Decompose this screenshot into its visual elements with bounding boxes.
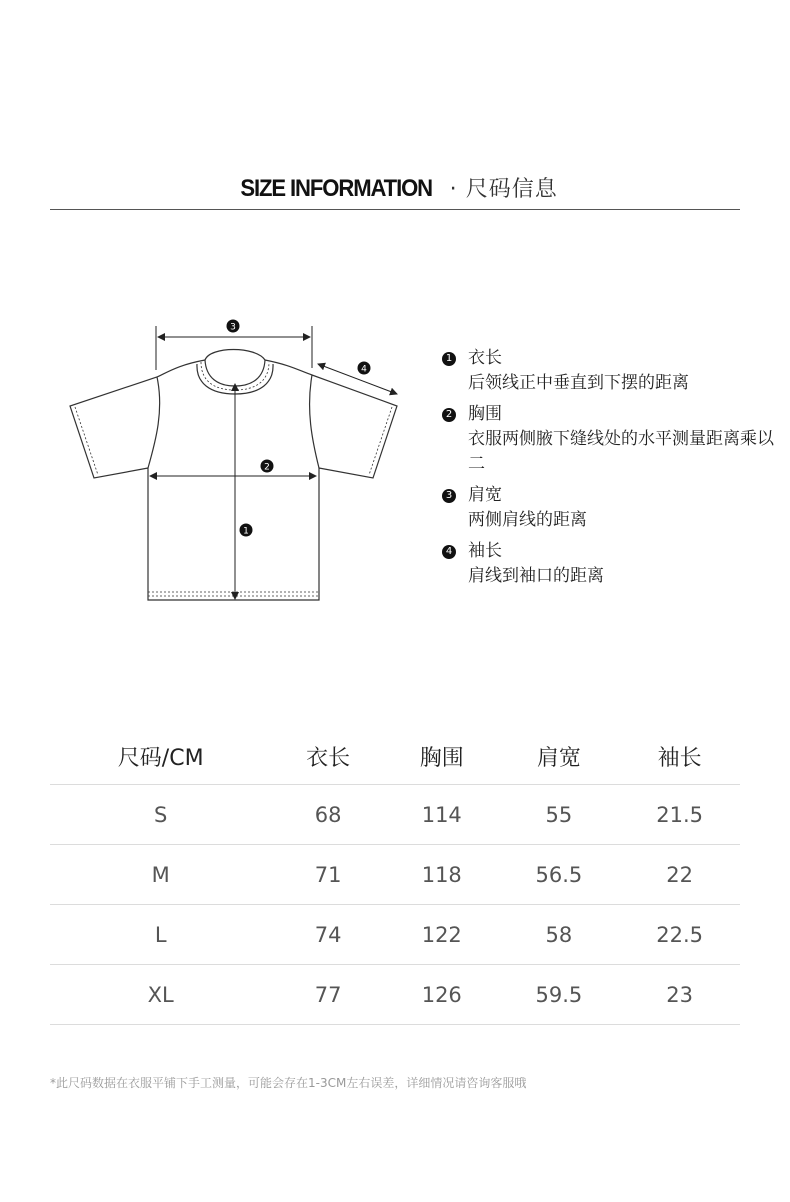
cell-chest: 122: [385, 905, 499, 965]
legend-title: 袖长: [468, 541, 502, 561]
cell-chest: 118: [385, 845, 499, 905]
legend-description: 后领线正中垂直到下摆的距离: [468, 373, 689, 393]
legend-description: 两侧肩线的距离: [468, 510, 587, 530]
cell-size: S: [50, 785, 271, 845]
cell-shoulder: 58: [499, 905, 620, 965]
header-chest: 胸围: [419, 745, 464, 771]
header-length: 衣长: [306, 745, 351, 771]
measurement-note: *此尺码数据在衣服平铺下手工测量，可能会存在1-3CM左右误差，详细情况请咨询客服哦: [50, 1076, 527, 1090]
table-row: [50, 905, 740, 965]
legend-description: 衣服两侧腋下缝线处的水平测量距离乘以二: [468, 429, 774, 474]
title-chinese: 尺码信息: [465, 177, 558, 202]
cell-sleeve: 21.5: [619, 785, 740, 845]
header-size: 尺码/CM: [117, 745, 204, 771]
cell-shoulder: 59.5: [499, 965, 620, 1025]
legend-description: 肩线到袖口的距离: [468, 566, 604, 586]
marker-1: [240, 524, 253, 537]
title-separator: ·: [449, 177, 457, 202]
legend-number: 3: [442, 489, 456, 503]
legend-number: 2: [442, 408, 456, 422]
legend-number: 1: [442, 352, 456, 366]
header-sleeve: 袖长: [657, 745, 702, 771]
title-english: SIZE INFORMATION: [240, 175, 433, 202]
table-row: [50, 965, 740, 1025]
marker-4: [358, 362, 371, 375]
cell-length: 68: [271, 785, 385, 845]
cell-length: 74: [271, 905, 385, 965]
legend-title: 胸围: [468, 404, 502, 424]
header-shoulder: 肩宽: [536, 745, 581, 771]
cell-shoulder: 55: [499, 785, 620, 845]
cell-chest: 114: [385, 785, 499, 845]
size-table: [50, 728, 740, 1025]
table-row: [50, 845, 740, 905]
cell-size: M: [50, 845, 271, 905]
cell-length: 77: [271, 965, 385, 1025]
cell-chest: 126: [385, 965, 499, 1025]
legend-item-length: [440, 346, 780, 396]
cell-sleeve: 23: [619, 965, 740, 1025]
legend-item-sleeve: [440, 539, 780, 589]
svg-text:1: 1: [243, 526, 249, 537]
svg-text:3: 3: [230, 322, 236, 333]
svg-text:2: 2: [264, 462, 270, 473]
title-divider: [50, 209, 740, 210]
tshirt-diagram: [60, 310, 410, 614]
cell-length: 71: [271, 845, 385, 905]
cell-size: L: [50, 905, 271, 965]
legend-item-shoulder: [440, 483, 780, 533]
measure-markers: [60, 310, 410, 610]
legend-number: 4: [442, 545, 456, 559]
cell-sleeve: 22: [619, 845, 740, 905]
marker-2: [261, 460, 274, 473]
cell-shoulder: 56.5: [499, 845, 620, 905]
table-header-row: [50, 728, 740, 785]
marker-3: [227, 320, 240, 333]
legend-title: 衣长: [468, 348, 502, 368]
svg-text:4: 4: [361, 364, 367, 375]
cell-sleeve: 22.5: [619, 905, 740, 965]
measurement-legend: [440, 346, 780, 595]
cell-size: XL: [50, 965, 271, 1025]
legend-item-chest: [440, 402, 780, 477]
page-title: [0, 172, 790, 203]
table-row: [50, 785, 740, 845]
legend-title: 肩宽: [468, 485, 502, 505]
